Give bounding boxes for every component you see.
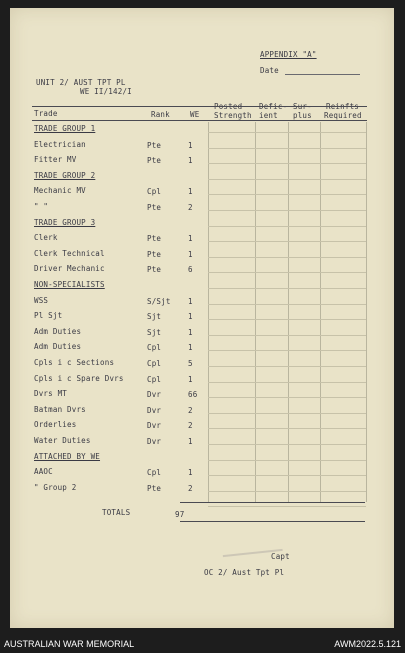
section-heading: ATTACHED BY WE (34, 451, 101, 461)
rank-cell: Pte (147, 156, 162, 166)
rank-cell: Dvr (147, 390, 162, 400)
totals-label: TOTALS (102, 508, 131, 517)
grid-row-line (208, 163, 366, 164)
grid-row-line (208, 179, 366, 180)
unit-line-2: WE II/142/I (80, 87, 132, 96)
date-underline (285, 74, 360, 75)
trade-cell: Driver Mechanic (34, 264, 105, 274)
we-cell: 1 (188, 249, 193, 259)
grid-row-line (208, 506, 366, 507)
col-rank: Rank (151, 110, 170, 119)
we-cell: 2 (188, 421, 193, 431)
rank-cell: Cpl (147, 374, 162, 384)
grid-row-line (208, 194, 366, 195)
we-cell: 1 (188, 374, 193, 384)
section-heading: NON-SPECIALISTS (34, 280, 105, 289)
grid-row-line (208, 288, 366, 289)
grid-row-line (208, 272, 366, 273)
totals-rule-bottom (180, 521, 365, 522)
archive-reference: AWM2022.5.121 (334, 639, 401, 649)
trade-cell: Clerk Technical (34, 248, 105, 258)
we-cell: 1 (188, 187, 193, 197)
trade-cell: " " (34, 202, 49, 211)
grid-row-line (208, 132, 366, 133)
trade-cell: Adm Duties (34, 342, 82, 352)
rank-cell: Cpl (147, 468, 162, 478)
grid-column-line (366, 122, 367, 502)
grid-row-line (208, 335, 366, 336)
col-deficient-2: ient (259, 111, 278, 120)
rank-cell: Dvr (147, 437, 162, 446)
we-cell: 1 (188, 437, 193, 446)
rank-cell: Pte (147, 265, 162, 275)
we-cell: 1 (188, 343, 193, 353)
signature-unit: OC 2/ Aust Tpt Pl (204, 568, 285, 577)
document-page (10, 8, 394, 628)
grid-row-line (208, 148, 366, 149)
rank-cell: Pte (147, 140, 162, 150)
we-cell: 1 (188, 296, 193, 306)
trade-cell: Adm Duties (34, 326, 82, 336)
we-cell: 1 (188, 156, 193, 166)
unit-line-1: UNIT 2/ AUST TPT PL (36, 78, 126, 87)
rank-cell: Sjt (147, 327, 162, 337)
rank-cell: Cpl (147, 343, 162, 353)
trade-cell: Clerk (34, 233, 58, 243)
rank-cell: Cpl (147, 187, 162, 197)
archive-name: AUSTRALIAN WAR MEMORIAL (4, 639, 135, 649)
trade-cell: Mechanic MV (34, 186, 86, 196)
grid-row-line (208, 241, 366, 242)
trade-cell: WSS (34, 295, 49, 305)
rank-cell: Pte (147, 234, 162, 244)
we-cell: 1 (188, 234, 193, 244)
grid-row-line (208, 226, 366, 227)
section-heading: TRADE GROUP 3 (34, 217, 96, 227)
grid-row-line (208, 444, 366, 445)
signature-title: Capt (271, 552, 290, 561)
trade-cell: Batman Dvrs (34, 404, 86, 414)
col-we: WE (190, 110, 200, 119)
header-rule-bottom (32, 120, 367, 121)
rank-cell: Cpl (147, 359, 162, 368)
trade-cell: Electrician (34, 139, 86, 149)
trade-cell: Cpls i c Sections (34, 358, 115, 367)
rank-cell: Sjt (147, 312, 162, 322)
archive-footer (0, 636, 405, 653)
date-label: Date (260, 66, 279, 75)
totals-rule-top (180, 502, 365, 503)
grid-row-line (208, 304, 366, 305)
trade-cell: Orderlies (34, 420, 77, 430)
col-reinfts-2: Required (324, 111, 362, 120)
we-cell: 1 (188, 140, 193, 150)
grid-row-line (208, 350, 366, 351)
grid-row-line (208, 257, 366, 258)
trade-cell: " Group 2 (34, 482, 77, 492)
trade-cell: AAOC (34, 467, 53, 477)
header-rule-top (32, 106, 367, 107)
rank-cell: Pte (147, 249, 162, 259)
grid-row-line (208, 460, 366, 461)
trade-cell: Fitter MV (34, 155, 77, 165)
rank-cell: Pte (147, 203, 162, 212)
we-cell: 1 (188, 327, 193, 337)
we-cell: 2 (188, 483, 193, 493)
trade-cell: Pl Sjt (34, 311, 63, 321)
grid-row-line (208, 475, 366, 476)
appendix-heading: APPENDIX "A" (260, 50, 317, 59)
we-cell: 66 (188, 390, 198, 400)
we-cell: 1 (188, 468, 193, 478)
grid-row-line (208, 413, 366, 414)
col-trade: Trade (34, 109, 58, 118)
trade-cell: Water Duties (34, 436, 91, 445)
we-cell: 2 (188, 405, 193, 415)
grid-row-line (208, 397, 366, 398)
col-surplus-2: plus (293, 111, 312, 120)
grid-row-line (208, 382, 366, 383)
totals-we: 97 (175, 510, 185, 519)
trade-cell: Dvrs MT (34, 389, 68, 399)
we-cell: 6 (188, 265, 193, 275)
section-heading: TRADE GROUP 1 (34, 124, 96, 133)
grid-row-line (208, 366, 366, 367)
grid-row-line (208, 491, 366, 492)
we-cell: 1 (188, 312, 193, 322)
rank-cell: Dvr (147, 421, 162, 431)
section-heading: TRADE GROUP 2 (34, 170, 96, 180)
grid-row-line (208, 428, 366, 429)
rank-cell: Dvr (147, 405, 162, 415)
we-cell: 5 (188, 359, 193, 368)
we-cell: 2 (188, 203, 193, 212)
rank-cell: S/Sjt (147, 296, 171, 306)
rank-cell: Pte (147, 483, 162, 493)
grid-row-line (208, 319, 366, 320)
col-posted-2: Strength (214, 111, 252, 120)
grid-row-line (208, 210, 366, 211)
trade-cell: Cpls i c Spare Dvrs (34, 373, 124, 383)
